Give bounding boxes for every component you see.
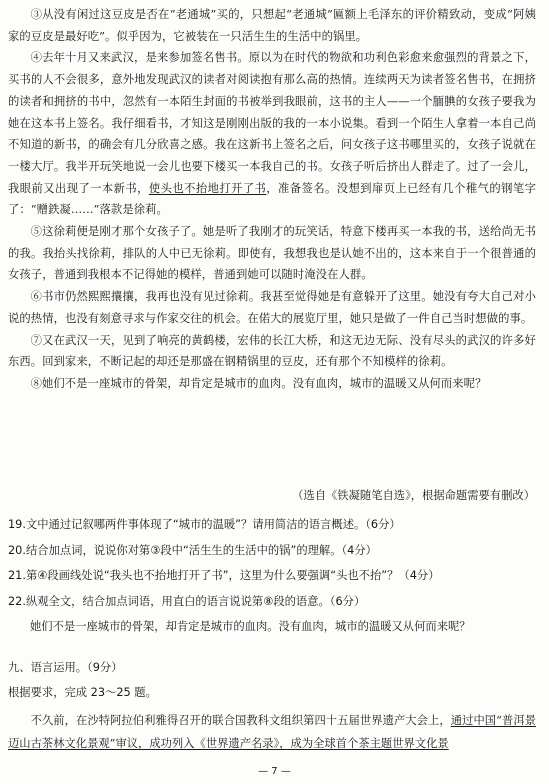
question-20: 20.结合加点词，说说你对第③段中“活生生的生活中的锅”的理解。（4分） <box>8 544 377 557</box>
reading-passage <box>8 4 536 395</box>
section-title: 九、语言运用。（9分） <box>8 661 123 674</box>
paragraph-7: ⑦又在武汉一天，见到了响亮的黄鹤楼，宏伟的长江大桥，和这无边无际、没有尽头的武汉的许多好东西。回到家来，不断记起的却还是那盛在钢精锅里的豆皮，还有那个不知模样的徐莉。 <box>8 333 536 369</box>
underlined-sentence: 使头也不抬地打开了书 <box>148 181 267 195</box>
news-paragraph <box>8 709 536 755</box>
paragraph-4-end: ，准备签名。没想到扉页上已经有几个稚气的钢笔字了：“赠鉄凝……”落款是徐莉。 <box>8 181 536 217</box>
news-passage <box>8 709 536 755</box>
question-22: 22.纵观全文，结合加点词语，用直白的语言说说第⑧段的语意。（6分） <box>8 595 366 608</box>
question-21: 21.第④段画线处说“我头也不抬地打开了书”，这里为什么要强调“头也不抬”？（4分） <box>8 569 440 582</box>
paragraph-4-text: ④去年十月又来武汉，是来参加签名售书。原以为在时代的物欲和功利色彩愈来愈强烈的背景之下，买书的人不会很多，意外地发现武汉的读者对阅读抱有那么高的热情。连续两天为读者签名售书，在拥挤的读者和拥挤的书中，忽然有一本陌生封面的书被举到我眼前，这书的主人——一个腼腆的女孩子要我为她在这本书上签名。我仔细看书，才知这是刚刚出版的我的一本小说集。看到一个陌生人拿着一本自己尚不知道的新书，的确会有几分欣喜之感。我在这新书上签名之后，问女孩子这书哪里买的，女孩子说就在一楼大厅。我半开玩笑地说一会儿也要下楼买一本我自己的书。女孩子听后挤出人群走了。过了一会儿，我眼前又出现了一本新书， <box>8 51 536 195</box>
paragraph-8: ⑧她们不是一座城市的骨架，却肯定是城市的血肉。没有血肉，城市的温暖又从何而来呢？ <box>30 376 487 390</box>
paragraph-3: ③从没有闲过这豆皮是否在“老通城”买的，只想起“老通城”匾额上毛泽东的评价精致动，变成“阿姨家的豆皮是最好吃”。似乎因为，它被装在一只活生生的生活中的锅里。 <box>8 8 536 43</box>
quoted-sentence: 她们不是一座城市的骨架，却肯定是城市的血肉。没有血肉，城市的温暖又从何而来呢？ <box>30 620 471 633</box>
instructions: 根据要求，完成 23～25 题。 <box>8 686 157 699</box>
paragraph-4 <box>8 47 536 221</box>
paragraph-5: ⑤这徐莉便是刚才那个女孩子了。她是听了我刚才的玩笑话，特意下楼再买一本我的书，送给尚无书的我。我抬头找徐莉，排队的人中已无徐莉。即使有，我想我也是认她不出的，这本来自于一个很普通的女孩子，普通到我根本不记得她的模样，普通到她可以随时淹没在人群。 <box>8 225 536 282</box>
question-19: 19.文中通过记叙哪两件事体现了“城市的温暖”？请用简洁的语言概述。（6分） <box>8 518 401 531</box>
paragraph-6: ⑥书市仍然熙熙攘攘，我再也没有见过徐莉。我甚至觉得她是有意躲开了这里。她没有夸大自己对小说的热情，也没有刻意寻求与作家交往的机会。在偌大的展览厅里，她只是做了一件自己当时想做的事。 <box>8 290 536 325</box>
page-number: — 7 — <box>258 766 291 777</box>
news-underlined: 通过中国“普洱景迈山古茶林文化景观”审议，成功列入《世界遗产名录》，成为全球首个茶主题世界文化景 <box>8 714 536 750</box>
source-note: （选自《铁凝随笔自选》，根据命题需要有删改） <box>292 489 535 502</box>
news-text: 不久前，在沙特阿拉伯利雅得召开的联合国教科文组织第四十五届世界遗产大会上， <box>30 714 451 727</box>
